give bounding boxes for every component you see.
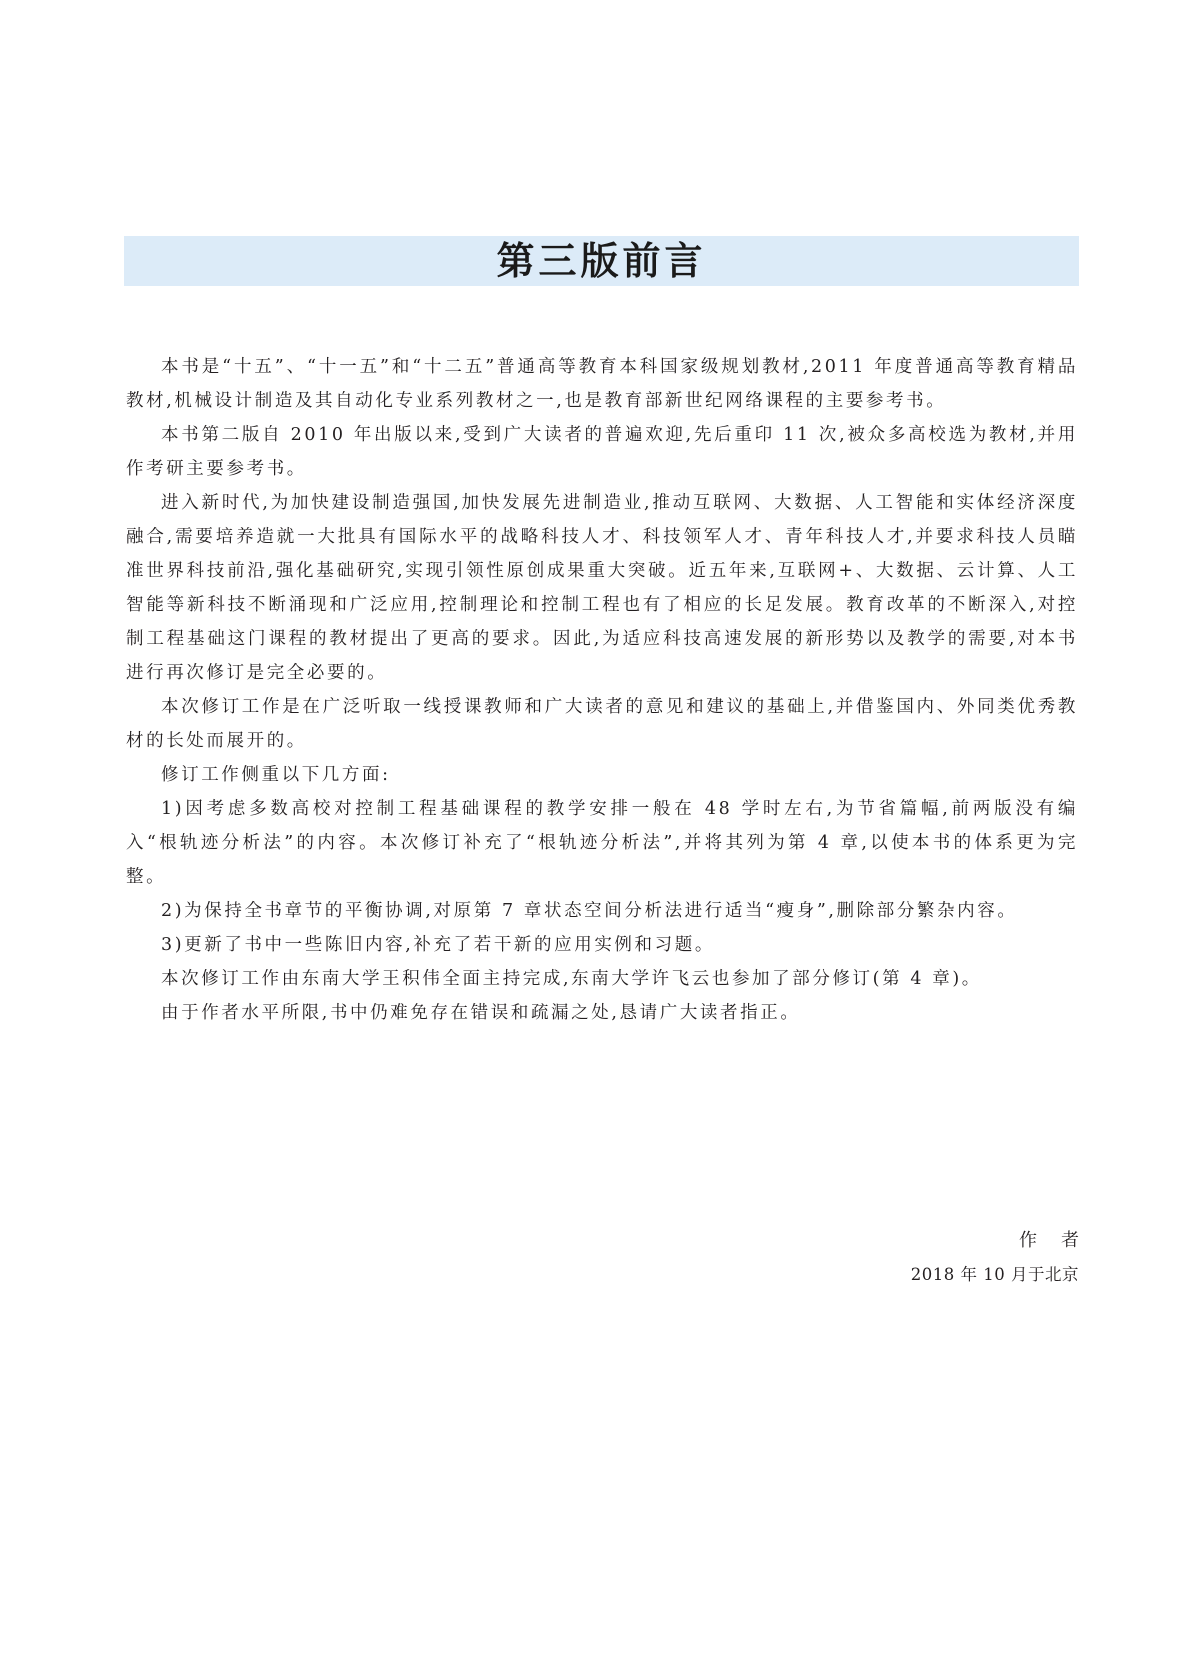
paragraph-contributors: 本次修订工作由东南大学王积伟全面主持完成,东南大学许飞云也参加了部分修订(第 4 章)。 <box>161 969 982 989</box>
preface-body <box>126 350 1078 1030</box>
paragraph-revision-focus: 修订工作侧重以下几方面: <box>161 765 391 785</box>
page-title: 第三版前言 <box>496 239 707 283</box>
signature-date: 2018 年 10 月于北京 <box>910 1265 1079 1284</box>
paragraph-intro: 本书是“十五”、“十一五”和“十二五”普通高等教育本科国家级规划教材,2011 年度普通高等教育精品教材,机械设计制造及其自动化专业系列教材之一,也是教育部新世纪网络课程的主要参考书。 <box>126 357 1078 411</box>
title-banner <box>124 236 1079 286</box>
paragraph-item-2: 2)为保持全书章节的平衡协调,对原第 7 章状态空间分析法进行适当“瘦身”,删除部分繁杂内容。 <box>161 901 1018 921</box>
paragraph-item-1: 1)因考虑多数高校对控制工程基础课程的教学安排一般在 48 学时左右,为节省篇幅,前两版没有编入“根轨迹分析法”的内容。本次修订补充了“根轨迹分析法”,并将其列为第 4 章,以使本书的体系更为完整。 <box>126 799 1078 887</box>
signature-block <box>910 1224 1103 1292</box>
paragraph-item-3: 3)更新了书中一些陈旧内容,补充了若干新的应用实例和习题。 <box>161 935 715 955</box>
paragraph-closing: 由于作者水平所限,书中仍难免存在错误和疏漏之处,恳请广大读者指正。 <box>161 1003 801 1023</box>
paragraph-revision-basis: 本次修订工作是在广泛听取一线授课教师和广大读者的意见和建议的基础上,并借鉴国内、外同类优秀教材的长处而展开的。 <box>126 697 1078 751</box>
paragraph-new-era: 进入新时代,为加快建设制造强国,加快发展先进制造业,推动互联网、大数据、人工智能和实体经济深度融合,需要培养造就一大批具有国际水平的战略科技人才、科技领军人才、青年科技人才,并要求科技人员瞄准世界科技前沿,强化基础研究,实现引领性原创成果重大突破。近五年来,互联网+、大数据、云计算、人工智能等新科技不断涌现和广泛应用,控制理论和控制工程也有了相应的长足发展。教育改革的不断深入,对控制工程基础这门课程的教材提出了更高的要求。因此,为适应科技高速发展的新形势以及教学的需要,对本书进行再次修订是完全必要的。 <box>126 493 1078 683</box>
signature-author: 作者 <box>1019 1230 1103 1251</box>
paragraph-second-edition: 本书第二版自 2010 年出版以来,受到广大读者的普遍欢迎,先后重印 11 次,被众多高校选为教材,并用作考研主要参考书。 <box>126 425 1078 479</box>
